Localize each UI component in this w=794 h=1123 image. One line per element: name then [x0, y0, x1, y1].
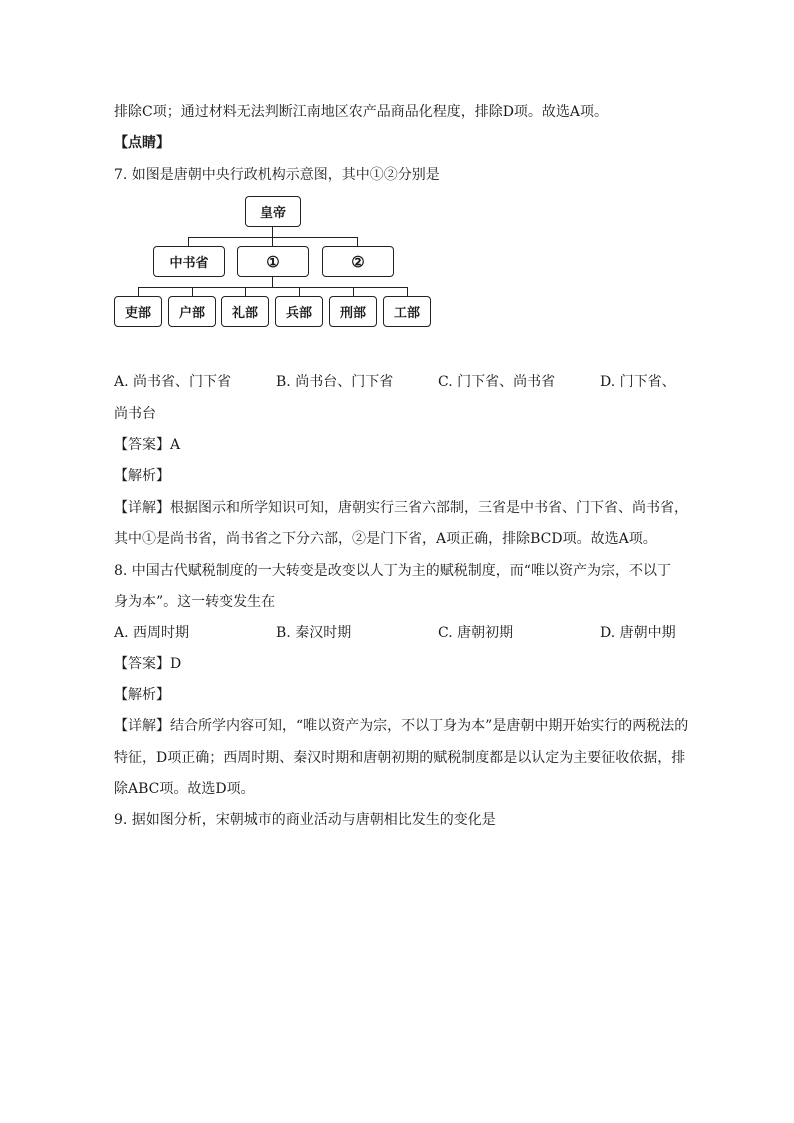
- q7-option-d-cont: 尚书台: [114, 406, 156, 422]
- sheng-box-2: ②: [322, 246, 394, 277]
- emperor-box: 皇帝: [245, 196, 301, 227]
- q8-answer: 【答案】D: [114, 656, 182, 672]
- q7-option-b: B. 尚书台、门下省: [276, 374, 394, 390]
- bu-box-hu: 户部: [168, 296, 216, 327]
- question-8-line-2: 身为本”。这一转变发生在: [114, 594, 276, 610]
- q7-answer: 【答案】A: [114, 437, 181, 453]
- question-9: 9. 据如图分析，宋朝城市的商业活动与唐朝相比发生的变化是: [114, 812, 496, 828]
- q8-option-a: A. 西周时期: [114, 625, 190, 641]
- q7-option-a: A. 尚书省、门下省: [114, 374, 232, 390]
- connector: [272, 277, 273, 287]
- connector: [299, 287, 300, 296]
- sheng-box-1: ①: [237, 246, 309, 277]
- sheng-box-zhongshu: 中书省: [153, 246, 225, 277]
- q8-analysis-heading: 【解析】: [114, 687, 170, 703]
- q7-detail-2: 其中①是尚书省，尚书省之下分六部，②是门下省，A项正确，排除BCD项。故选A项。: [114, 531, 657, 547]
- connector: [138, 287, 139, 296]
- connector: [357, 237, 358, 246]
- connector: [272, 237, 273, 246]
- connector: [272, 227, 273, 237]
- connector: [353, 287, 354, 296]
- connector: [188, 237, 189, 246]
- bu-box-xing: 刑部: [329, 296, 377, 327]
- q8-option-c: C. 唐朝初期: [438, 625, 514, 641]
- q7-analysis-heading: 【解析】: [114, 468, 170, 484]
- q8-detail-2: 特征，D项正确；西周时期、秦汉时期和唐朝初期的赋税制度都是以认定为主要征收依据，排: [114, 750, 686, 766]
- question-7: 7. 如图是唐朝中央行政机构示意图，其中①②分别是: [114, 167, 440, 183]
- q8-detail-1: 【详解】结合所学内容可知，“唯以资产为宗，不以丁身为本”是唐朝中期开始实行的两税法的: [114, 718, 689, 734]
- connector: [192, 287, 193, 296]
- question-8-line-1: 8. 中国古代赋税制度的一大转变是改变以人丁为主的赋税制度，而“唯以资产为宗，不以丁: [114, 563, 671, 579]
- q7-option-c: C. 门下省、尚书省: [438, 374, 556, 390]
- text-line: 排除C项；通过材料无法判断江南地区农产品商品化程度，排除D项。故选A项。: [114, 104, 609, 120]
- q7-detail-1: 【详解】根据图示和所学知识可知，唐朝实行三省六部制，三省是中书省、门下省、尚书省，: [114, 500, 688, 516]
- section-heading-dianjing: 【点睛】: [114, 135, 170, 151]
- connector: [407, 287, 408, 296]
- bu-box-li-rites: 礼部: [221, 296, 269, 327]
- q7-option-d: D. 门下省、: [600, 374, 676, 390]
- bu-box-bing: 兵部: [275, 296, 323, 327]
- q8-option-b: B. 秦汉时期: [276, 625, 352, 641]
- connector: [245, 287, 246, 296]
- q8-option-d: D. 唐朝中期: [600, 625, 676, 641]
- q8-detail-3: 除ABC项。故选D项。: [114, 781, 255, 797]
- bu-box-gong: 工部: [383, 296, 431, 327]
- bu-box-li: 吏部: [114, 296, 162, 327]
- connector: [138, 287, 408, 288]
